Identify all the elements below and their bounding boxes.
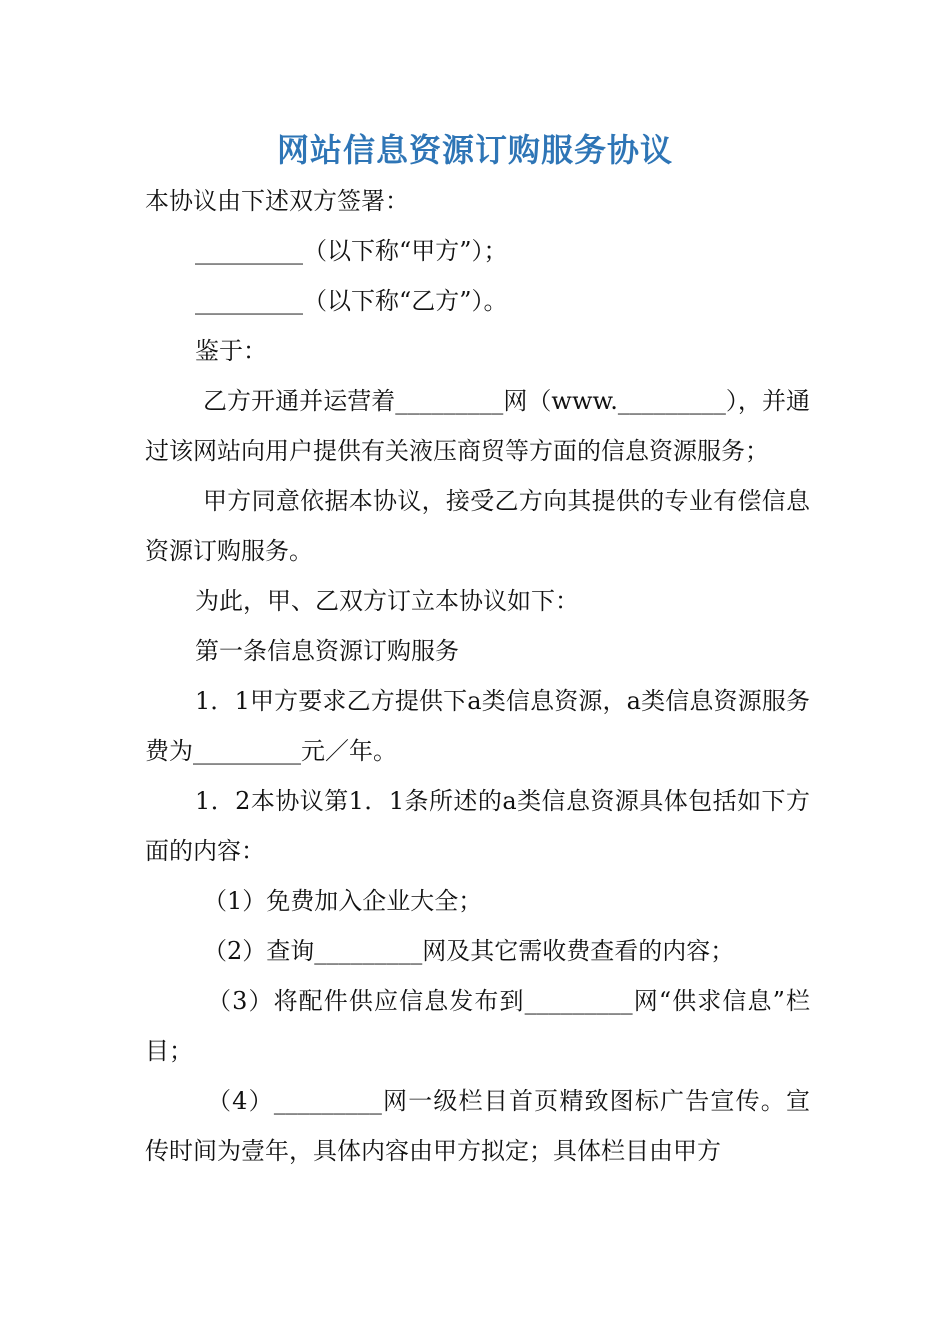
party-a-line: _________（以下称“甲方”）； [195,237,508,265]
list-item: （3）将配件供应信息发布到_________网“供求信息”栏目； [145,987,810,1065]
clause-1-1: 1．1甲方要求乙方提供下a类信息资源，a类信息资源服务费为_________元／年。 [145,687,810,765]
intro-paragraph: 本协议由下述双方签署： [145,187,409,215]
whereas-paragraph-2: 甲方同意依据本协议，接受乙方向其提供的专业有偿信息资源订购服务。 [145,487,810,565]
document-body [145,176,810,1176]
list-item: （1）免费加入企业大全； [203,887,483,915]
document-title: 网站信息资源订购服务协议 [276,131,673,169]
article-1-heading: 第一条信息资源订购服务 [195,637,459,665]
party-b-line: _________（以下称“乙方”）。 [195,287,508,315]
list-item: （2）查询_________网及其它需收费查看的内容； [203,937,735,965]
clause-1-2: 1．2本协议第1．1条所述的a类信息资源具体包括如下方面的内容： [145,787,810,865]
whereas-paragraph-1: 乙方开通并运营着_________网（www._________），并通过该网站向用户提供有关液压商贸等方面的信息资源服务； [145,387,810,465]
whereas-heading: 鉴于： [195,337,267,365]
list-item: （4）_________网一级栏目首页精致图标广告宣传。宣传时间为壹年，具体内容由甲方拟定；具体栏目由甲方 [145,1087,810,1165]
agreement-intro: 为此，甲、乙双方订立本协议如下： [195,587,579,615]
